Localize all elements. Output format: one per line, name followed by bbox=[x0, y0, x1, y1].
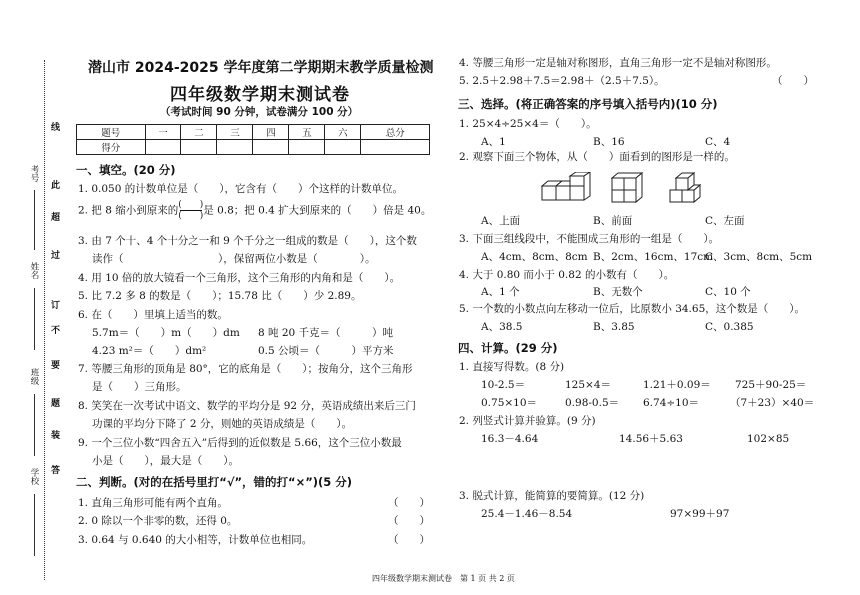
question: 8 吨 20 千克＝（ ）吨 bbox=[258, 327, 394, 339]
cube-figure-c bbox=[668, 172, 708, 206]
calc-part-title: 1. 直接写得数。(8 分) bbox=[459, 361, 565, 373]
choice-option: A、上面 bbox=[481, 215, 521, 227]
binding-char: 订 bbox=[49, 300, 59, 309]
choice-option: C、左面 bbox=[705, 215, 745, 227]
question: 5.7m＝（ ）m（ ）dm bbox=[92, 327, 240, 339]
binding-char: 过 bbox=[49, 250, 59, 259]
binding-char: 线 bbox=[49, 122, 59, 131]
name-label: 姓名 bbox=[29, 262, 39, 279]
choice-option: C、3cm、8cm、5cm bbox=[705, 251, 813, 263]
choice-question: 2. 观察下面三个物体，从（ ）面看到的图形是一样的。 bbox=[459, 151, 735, 163]
choice-question: 5. 一个数的小数点向左移动一位后，比原数小 34.65，这个数是（ ）。 bbox=[459, 303, 806, 315]
binding-char: 不 bbox=[49, 325, 59, 334]
calc-item: 14.56＋5.63 bbox=[619, 433, 683, 445]
question: 4. 用 10 倍的放大镜看一个三角形，这个三角形的内角和是（ ）。 bbox=[78, 272, 401, 284]
judgement-item: 5. 2.5＋2.98＋7.5＝2.98＋（2.5＋7.5）。 bbox=[459, 75, 665, 87]
class-label: 班级 bbox=[29, 368, 39, 385]
question: 1. 0.050 的计数单位是（ ），它含有（ ）个这样的计数单位。 bbox=[78, 183, 404, 195]
judgement-item: 1. 直角三角形可能有两个直角。 bbox=[78, 497, 228, 509]
choice-option: C、0.385 bbox=[705, 321, 754, 333]
choice-option: A、1 个 bbox=[481, 286, 520, 298]
choice-question: 4. 大于 0.80 而小于 0.82 的小数有（ ）。 bbox=[459, 269, 675, 281]
score-cell: 五 bbox=[289, 125, 325, 140]
exam-number-label: 考号 bbox=[29, 165, 39, 182]
question-text: 是 0.8；把 0.4 扩大到原来的（ ）倍是 40。 bbox=[203, 204, 432, 217]
choice-option: A、1 bbox=[481, 136, 506, 148]
calc-item: 0.75×10＝ bbox=[481, 397, 538, 409]
question: 3. 由 7 个十、4 个十分之一和 9 个千分之一组成的数是（ ），这个数 bbox=[78, 235, 417, 247]
question bbox=[78, 200, 431, 221]
class-line bbox=[34, 394, 35, 456]
section3-heading: 三、选择。(将正确答案的序号填入括号内)(10 分) bbox=[458, 97, 718, 111]
question-text: 2. 把 8 缩小到原来的 bbox=[78, 204, 179, 217]
answer-paren[interactable]: （ ） bbox=[388, 497, 430, 509]
choice-option: A、4cm、8cm、8cm bbox=[481, 251, 588, 263]
score-input-cell[interactable] bbox=[289, 140, 325, 155]
binding-char: 要 bbox=[49, 360, 59, 369]
calc-part-title: 3. 脱式计算，能简算的要简算。(12 分) bbox=[459, 490, 645, 502]
calc-item: 25.4－1.46－8.54 bbox=[481, 508, 573, 520]
binding-dotted-line bbox=[44, 60, 45, 580]
binding-char: 答 bbox=[49, 465, 59, 474]
score-input-cell[interactable] bbox=[361, 140, 430, 155]
question: 8. 笑笑在一次考试中语文、数学的平均分是 92 分，英语成绩出来后三门 bbox=[78, 400, 416, 412]
binding-char: 此 bbox=[49, 180, 59, 189]
exam-subtitle: （考试时间 90 分钟，试卷满分 100 分） bbox=[160, 106, 359, 118]
choice-option: C、10 个 bbox=[705, 286, 751, 298]
score-table-header-row bbox=[77, 125, 430, 140]
exam-title-line2: 四年级数学期末测试卷 bbox=[170, 85, 350, 105]
score-input-cell[interactable] bbox=[217, 140, 253, 155]
fraction bbox=[178, 200, 203, 221]
judgement-item: 4. 等腰三角形一定是轴对称图形，直角三角形一定不是轴对称图形。 bbox=[459, 57, 777, 69]
calc-item: 1.21＋0.09＝ bbox=[643, 379, 711, 391]
score-cell: 题号 bbox=[77, 125, 146, 140]
section1-heading: 一、填空。(20 分) bbox=[76, 163, 176, 177]
page-footer: 四年级数学期末测试卷 第 1 页 共 2 页 bbox=[372, 574, 515, 583]
calc-item: 10-2.5＝ bbox=[481, 379, 526, 391]
question: 9. 一个三位小数“四舍五入”后得到的近似数是 5.66，这个三位小数最 bbox=[78, 437, 402, 449]
score-input-cell[interactable] bbox=[325, 140, 361, 155]
exam-number-line bbox=[34, 190, 35, 250]
choice-option: A、38.5 bbox=[481, 321, 523, 333]
calc-item: （7＋23）×40＝ bbox=[730, 397, 815, 409]
question: 是（ ）三角形。 bbox=[92, 381, 187, 393]
score-input-cell[interactable] bbox=[253, 140, 289, 155]
score-cell: 三 bbox=[217, 125, 253, 140]
fraction-denominator: ( ) bbox=[178, 211, 204, 221]
binding-char: 超 bbox=[49, 212, 59, 221]
calc-item: 97×99＋97 bbox=[670, 508, 730, 520]
answer-paren[interactable]: （ ） bbox=[388, 515, 430, 527]
score-cell: 得分 bbox=[77, 140, 146, 155]
judgement-item: 3. 0.64 与 0.640 的大小相等，计数单位也相同。 bbox=[78, 534, 313, 546]
question: 6. 在（ ）里填上适当的数。 bbox=[78, 309, 228, 321]
score-input-cell[interactable] bbox=[145, 140, 181, 155]
question: 5. 比 7.2 多 8 的数是（ ）；15.78 比（ ）少 2.89。 bbox=[78, 290, 362, 302]
choice-option: B、2cm、16cm、17cm bbox=[593, 251, 714, 263]
choice-option: B、无数个 bbox=[593, 286, 643, 298]
exam-title-line1: 潜山市 2024-2025 学年度第二学期期末教学质量检测 bbox=[88, 60, 434, 76]
calc-item: 6.74÷10＝ bbox=[643, 397, 700, 409]
question: 功课的平均分下降了 2 分，则她的英语成绩是（ ）。 bbox=[92, 418, 353, 430]
answer-paren[interactable]: （ ） bbox=[388, 534, 430, 546]
calc-item: 0.98-0.5＝ bbox=[565, 397, 620, 409]
question: 4.23 m²＝（ ）dm² bbox=[92, 345, 207, 357]
calc-item: 125×4＝ bbox=[565, 379, 612, 391]
choice-option: C、4 bbox=[705, 136, 731, 148]
score-table bbox=[76, 124, 430, 155]
question: 7. 等腰三角形的顶角是 80°，它的底角是（ ）；按角分，这个三角形 bbox=[78, 363, 413, 375]
name-line bbox=[34, 288, 35, 350]
section2-heading: 二、判断。(对的在括号里打“√”，错的打“×”)(5 分) bbox=[76, 475, 353, 489]
question: 0.5 公顷＝（ ）平方米 bbox=[258, 345, 394, 357]
calc-part-title: 2. 列竖式计算并验算。(9 分) bbox=[459, 415, 596, 427]
choice-question: 1. 25×4÷25×4＝（ ）。 bbox=[459, 118, 597, 130]
binding-char: 装 bbox=[49, 430, 59, 439]
choice-option: B、3.85 bbox=[593, 321, 635, 333]
score-cell: 一 bbox=[145, 125, 181, 140]
calc-item: 16.3－4.64 bbox=[481, 433, 539, 445]
question: 小是（ ），最大是（ ）。 bbox=[92, 455, 239, 467]
score-input-cell[interactable] bbox=[181, 140, 217, 155]
answer-paren[interactable]: （ ） bbox=[772, 75, 814, 87]
score-cell: 四 bbox=[253, 125, 289, 140]
choice-option: B、16 bbox=[593, 136, 625, 148]
choice-question: 3. 下面三组线段中，不能围成三角形的一组是（ ）。 bbox=[459, 233, 720, 245]
score-cell: 二 bbox=[181, 125, 217, 140]
score-cell: 六 bbox=[325, 125, 361, 140]
question: 读作（ ），保留两位小数是（ ）。 bbox=[92, 253, 376, 265]
score-table-score-row bbox=[77, 140, 430, 155]
cube-figure-b bbox=[610, 172, 644, 206]
score-cell: 总分 bbox=[361, 125, 430, 140]
school-label: 学校 bbox=[29, 468, 39, 485]
cube-figure-a bbox=[540, 172, 600, 206]
school-line bbox=[34, 494, 35, 556]
binding-char: 题 bbox=[49, 398, 59, 407]
section4-heading: 四、计算。(29 分) bbox=[458, 341, 558, 355]
fraction-numerator: ( ) bbox=[178, 200, 204, 210]
choice-option: B、前面 bbox=[593, 215, 633, 227]
judgement-item: 2. 0 除以一个非零的数，还得 0。 bbox=[78, 515, 238, 527]
calc-item: 725＋90-25＝ bbox=[735, 379, 807, 391]
calc-item: 102×85 bbox=[747, 433, 790, 445]
